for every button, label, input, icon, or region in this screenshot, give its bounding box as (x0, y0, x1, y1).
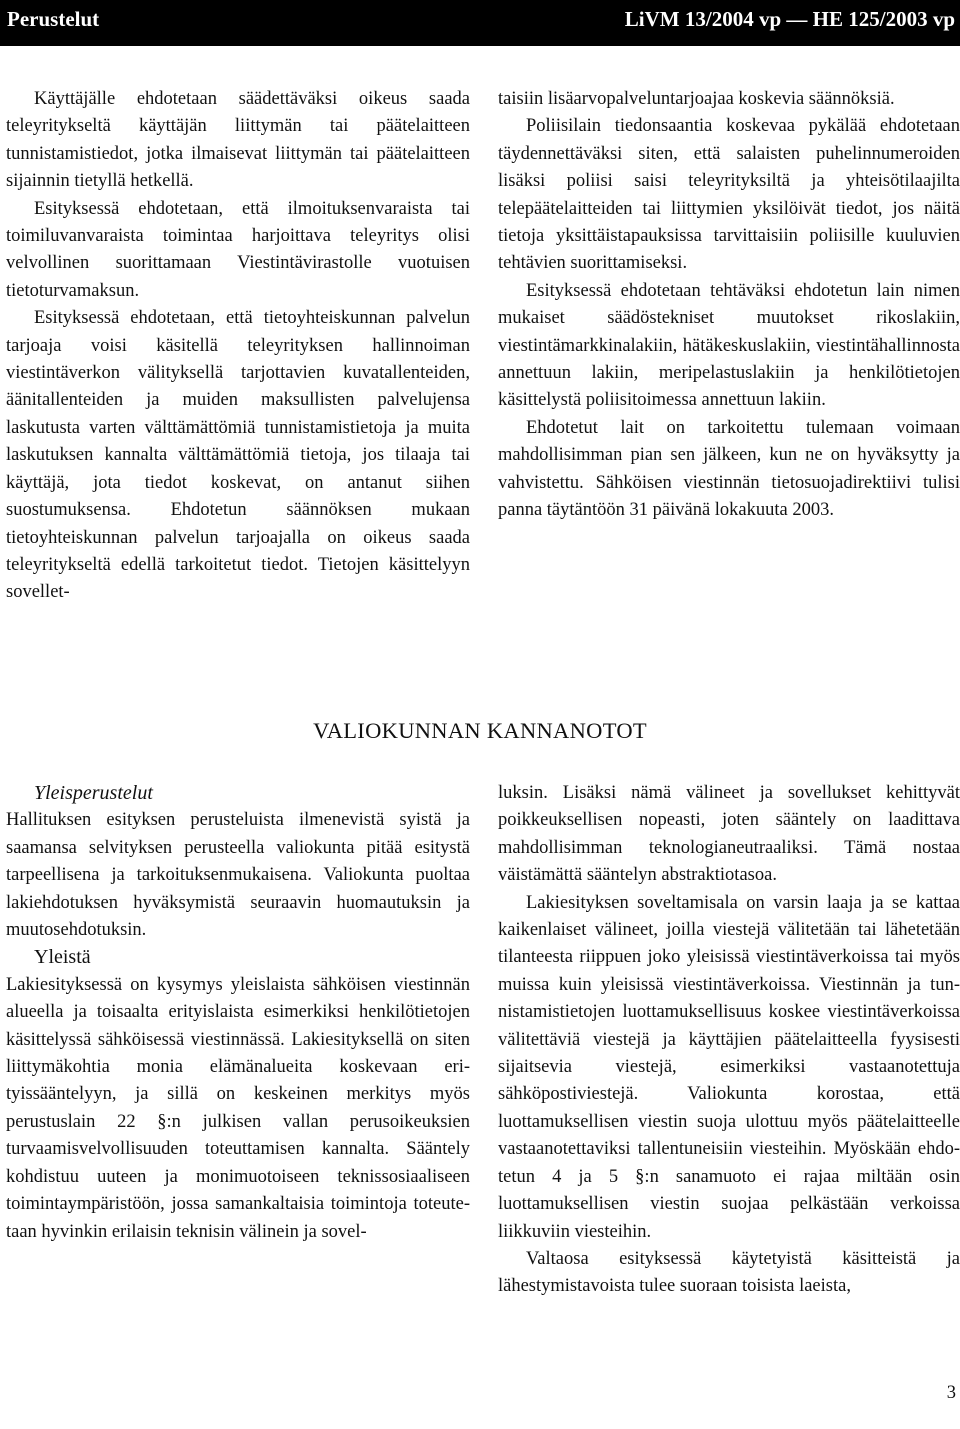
paragraph: Poliisilain tiedonsaantia koskevaa pykälää ehdotetaan täydennettäväksi siten, että salaisten puhelinnumeroiden lisäksi poliisi saisi teleyrityksiltä ja yhteisötilaajilta telepäätelaitteiden tai liittymien yksilöivät tiedot, jos näitä tietoja yksittäistapauksissa tarvittaisiin poliisille kuuluvien tehtävien suorittamiseksi. (498, 116, 960, 274)
paragraph: Lakiesityksessä on kysymys yleislaista sähköisen viestinnän alueella ja toisaalta erityislaista esimerkiksi henkilötietojen käsittelyssä sähköisessä viestinnässä. Lakiesityksellä on siten liittymäkohtia monia elämänalueita koskevaan erityissääntelyyn, ja sillä on keskeinen merkitys myös perustuslain 22 §:n julkisen vallan perusoikeuksien turvaamisvelvollisuuden toteuttamisen kannalta. Sääntely kohdistuu uuteen ja monimuotoiseen teknissosiaaliseen toimintaympäristöön, jossa samankaltaisia toimintoja toteutetaan hyvinkin erilaisin teknisin välinein ja sovel- (6, 974, 470, 1242)
header-section-label: Perustelut (7, 7, 100, 31)
subheading-yleisperustelut: Yleisperustelut (34, 782, 153, 804)
page-header (0, 0, 960, 46)
subheading-yleista: Yleistä (34, 946, 91, 969)
paragraph: Esityksessä ehdotetaan, että tietoyhteiskunnan palvelun tarjoaja voisi käsitellä teleyrityksen hallinnoiman viestintäverkon välityksellä tarjottavien kuvatallenteiden, äänitallenteiden ja muiden maksullisten palvelujensa laskutusta varten välttämättömiä tunnistamistietoja ja muita laskutuksen kannalta välttämättömiä tietoja, jos tilaaja tai käyttäjä, jota tiedot koskevat, on antanut siihen suostumuksensa. Ehdotetun säännöksen mukaan tietoyhteiskunnan palvelun tarjoajalla on oikeus saada teleyritykseltä edellä tarkoitetut tiedot. Tietojen käsittelyyn sovellet- (6, 308, 470, 603)
paragraph: Ehdotetut lait on tarkoitettu tulemaan voimaan mahdollisimman pian sen jälkeen, kun ne on hyväksytty ja vahvistettu. Sähköisen viestinnän tietosuojadirektiivi tulisi panna täytäntöön 31 päivänä lokakuuta 2003. (498, 417, 960, 521)
upper-left-column (6, 86, 470, 607)
paragraph: Valtaosa esityksessä käytetyistä käsitteistä ja lähestymistavoista tulee suoraan toisista laeista, (498, 1248, 960, 1297)
section-title: VALIOKUNNAN KANNANOTOT (313, 718, 647, 743)
paragraph: Esityksessä ehdotetaan tehtäväksi ehdotetun lain nimen mukaiset säädöstekniset muutokset rikoslakiin, viestintämarkkinalakiin, hätäkeskuslakiin, viestintähallinnosta annettuun lakiin, meripelastuslakiin ja henkilötietojen käsittelystä poliisitoimessa annettuun lakiin. (498, 280, 960, 411)
paragraph: Lakiesityksen soveltamisala on varsin laaja ja se kattaa kaikenlaiset välineet, joilla viestejä välitetään tai lähetetään tilanteesta riippuen joko yleisissä viestintäverkoissa tai myös muissa kuin yleisissä viestintäverkoissa. Viestinnän ja tunnistamistietojen luottamuksellisuus koskee viestintäverkoissa välitettäviä viestejä ja käyttäjien päätelaitteella fyysisesti sijaitsevia viestejä, esimerkiksi vastaanotettuja sähköpostiviestejä. Valiokunta korostaa, että luottamuksellisen viestin suoja ulottuu myös päätelaitteelle vastaanotettaviksi tallentuneisiin viesteihin. Myöskään ehdotetun 4 ja 5 §:n sanamuoto ei rajaa miltään osin luottamuksellisen viestin suojaa pelkästään verkoissa liikkuviin viesteihin. (498, 892, 960, 1242)
paragraph: Käyttäjälle ehdotetaan säädettäväksi oikeus saada teleyritykseltä käyttäjän liittymän tai päätelaitteen tunnistamistiedot, jotka ilmaisevat liittymän tai päätelaitteen sijainnin tietyllä hetkellä. (6, 89, 470, 192)
header-document-reference: LiVM 13/2004 vp — HE 125/2003 vp (624, 7, 955, 31)
lower-left-column (6, 780, 470, 1246)
page-number: 3 (946, 1383, 956, 1403)
paragraph-continuation: luksin. Lisäksi nämä välineet ja sovellukset kehittyvät poikkeuksellisen nopeasti, joten sääntely on laadittava mahdollisimman teknologianeutraaliksi. Tämä nostaa väistämättä sääntelyn abstraktiotasoa. (498, 783, 960, 886)
upper-right-column (498, 86, 960, 525)
lower-right-column (498, 780, 960, 1301)
paragraph: Esityksessä ehdotetaan, että ilmoituksenvaraista tai toimiluvanvaraista toimintaa harjoittava teleyritys olisi velvollinen suorittamaan Viestintävirastolle vuotuisen tietoturvamaksun. (6, 198, 470, 301)
paragraph-continuation: taisiin lisäarvopalveluntarjoajaa koskevia säännöksiä. (498, 89, 895, 109)
paragraph: Hallituksen esityksen perusteluista ilmenevistä syistä ja saamansa selvityksen perusteella valiokunta pitää esitystä tarpeellisena ja tarkoituksenmukaisena. Valiokunta puoltaa lakiehdotuksen hyväksymistä seuraavin huomautuksin ja muutosehdotuksin. (6, 810, 470, 941)
